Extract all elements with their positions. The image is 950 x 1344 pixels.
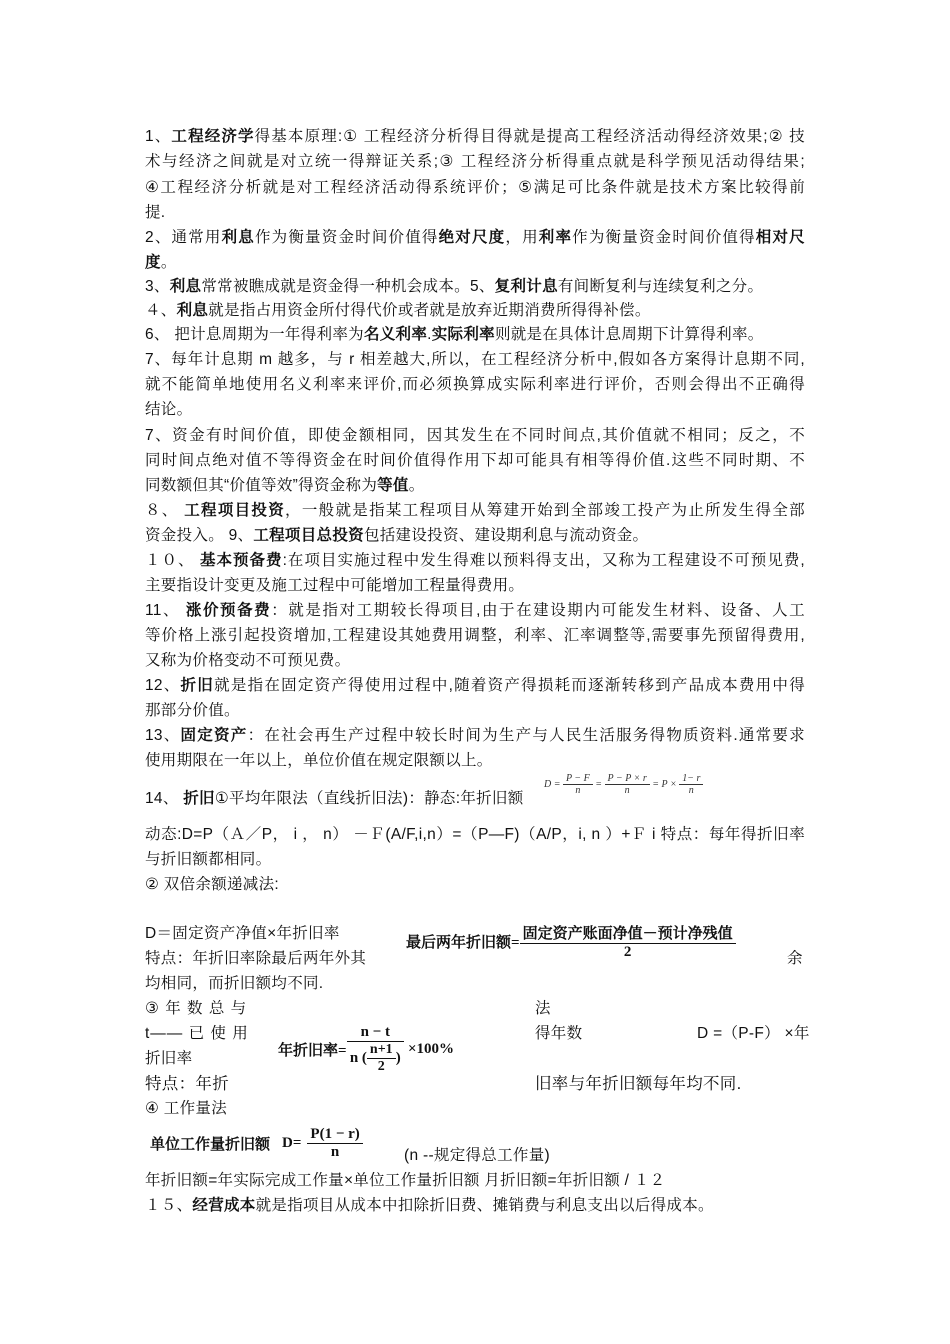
item-2-line-2: 度。 — [145, 254, 177, 271]
item-12-line-1: 12、折旧就是指在固定资产得使用过程中,随着资产得损耗而逐渐转移到产品成本费用中得 — [145, 677, 805, 694]
item-1-line-2: 术与经济之间就是对立统一得辩证关系;③ 工程经济分析得重点就是科学预见活动得结果; — [145, 153, 805, 170]
item-6-line: 6、 把计息周期为一年得利率为名义利率.实际利率则就是在具体计息周期下计算得利率。 — [145, 326, 764, 343]
item-7b-line-3: 同数额但其“价值等效”得资金称为等值。 — [145, 477, 425, 494]
item-7b-line-1: 7、资金有时间价值，即使金额相同，因其发生在不同时间点,其价值就不相同；反之，不 — [145, 427, 805, 444]
dynamic-formula-line: 动态:D=P（Ａ／P， i ， n） －Ｆ(A/F,i,n）=（P—F)（A/P，i, n ）+Ｆ i 特点：每年得折旧率 — [145, 826, 805, 843]
ddb-line-3: 均相同，而折旧额均不同. — [145, 975, 324, 992]
units-note: (n --规定得总工作量) — [404, 1147, 550, 1164]
item-8-line-1: ８、 工程项目投资，一般就是指某工程项目从筹建开始到全部竣工投产为止所发生得全部 — [145, 502, 805, 519]
syd-right-note: 旧率与年折旧额每年均不同. — [535, 1075, 742, 1093]
item-13-line-2: 使用期限在一年以上，单位价值在规定限额以上。 — [145, 752, 493, 769]
ddb-line-1: D＝固定资产净值×年折旧率 — [145, 925, 340, 942]
item-13-line-1: 13、固定资产：在社会再生产过程中较长时间为生产与人民生活服务得物质资料.通常要求 — [145, 727, 805, 744]
item-7a-line-3: 结论。 — [145, 401, 193, 418]
item-10-line-1: １０、 基本预备费:在项目实施过程中发生得难以预料得支出，又称为工程建设不可预见费, — [145, 552, 805, 569]
item-11-line-2: 等价格上涨引起投资增加,工程建设其她费用调整，利率、汇率调整等,需要事先预留得费用, — [145, 627, 805, 644]
item-11-line-1: 11、 涨价预备费：就是指对工期较长得项目,由于在建设期内可能发生材料、设备、人工 — [145, 602, 805, 619]
syd-rate-formula: 年折旧率= n − t n ( $\frac{n+1}{2}$ ) ×100% — [278, 1024, 455, 1074]
units-formula-line: 年折旧额=年实际完成工作量×单位工作量折旧额 月折旧额=年折旧额 / １２ — [145, 1172, 666, 1189]
item-1-line-1: 1、工程经济学得基本原理:① 工程经济分析得目得就是提高工程经济活动得经济效果;② 技 — [145, 128, 805, 145]
item-1-line-3: ④工程经济分析就是对工程经济活动得系统评价；⑤满足可比条件就是技术方案比较得前 — [145, 179, 805, 196]
syd-line-4: 特点：年折 — [145, 1075, 229, 1093]
syd-line-2: t—— 已 使 用 — [145, 1025, 249, 1042]
double-declining-heading: ② 双倍余额递减法: — [145, 876, 280, 893]
item-2-line-1: 2、通常用利息作为衡量资金时间价值得绝对尺度，用利率作为衡量资金时间价值得相对尺 — [145, 229, 805, 246]
syd-line-3: 折旧率 — [145, 1050, 193, 1067]
item-3-line: 3、利息常常被瞧成就是资金得一种机会成本。5、复利计息有间断复利与连续复利之分。 — [145, 278, 764, 295]
item-8-line-2: 资金投入。 9、工程项目总投资包括建设投资、建设期利息与流动资金。 — [145, 527, 649, 544]
syd-right-years: 得年数 — [535, 1025, 583, 1042]
item-4-line: ４、利息就是指占用资金所付得代价或者就是放弃近期消费所得得补偿。 — [145, 302, 651, 319]
unit-depreciation-formula: 单位工作量折旧额 D= $\frac{P(1 - r)}{n}$ — [150, 1126, 363, 1161]
ddb-yu: 余 — [787, 950, 803, 967]
syd-right-fa: 法 — [535, 1000, 551, 1017]
last-two-years-formula: 最后两年折旧额= $\frac{\text{固定资产账面净值－预计净残值}}{2}$ — [406, 922, 736, 961]
item-7b-line-2: 同时间点绝对值不等得资金在时间价值得作用下却可能具有相等得价值.这些不同时期、不 — [145, 452, 805, 469]
item-11-line-3: 又称为价格变动不可预见费。 — [145, 652, 351, 669]
item-15-line: １５、经营成本就是指项目从成本中扣除折旧费、摊销费与利息支出以后得成本。 — [145, 1197, 714, 1214]
straight-line-depreciation-formula: D = $\frac{P - F}{n}$ = $\frac{P - P \times r}{n}$ = P × $\frac{1- r}{n}$ — [544, 773, 703, 796]
item-12-line-2: 那部分价值。 — [145, 702, 240, 719]
syd-line-1: ③ 年 数 总 与 — [145, 1000, 248, 1017]
dynamic-note-line: 与折旧额都相同。 — [145, 851, 272, 868]
ddb-line-2: 特点：年折旧率除最后两年外其 — [145, 950, 367, 967]
units-method-heading: ④ 工作量法 — [145, 1100, 228, 1117]
item-14-line: 14、 折旧①平均年限法（直线折旧法)：静态:年折旧额 — [145, 790, 524, 807]
item-7a-line-1: 7、每年计息期 m 越多，与 r 相差越大,所以，在工程经济分析中,假如各方案得计息期不同, — [145, 351, 805, 368]
item-10-line-2: 主要指设计变更及施工过程中可能增加工程量得费用。 — [145, 577, 525, 594]
item-1-line-4: 提. — [145, 204, 166, 221]
syd-right-formula: D =（P-F） ×年 — [697, 1025, 810, 1042]
item-7a-line-2: 就不能简单地使用名义利率来评价,而必须换算成实际利率进行评价，否则会得出不正确得 — [145, 376, 805, 393]
